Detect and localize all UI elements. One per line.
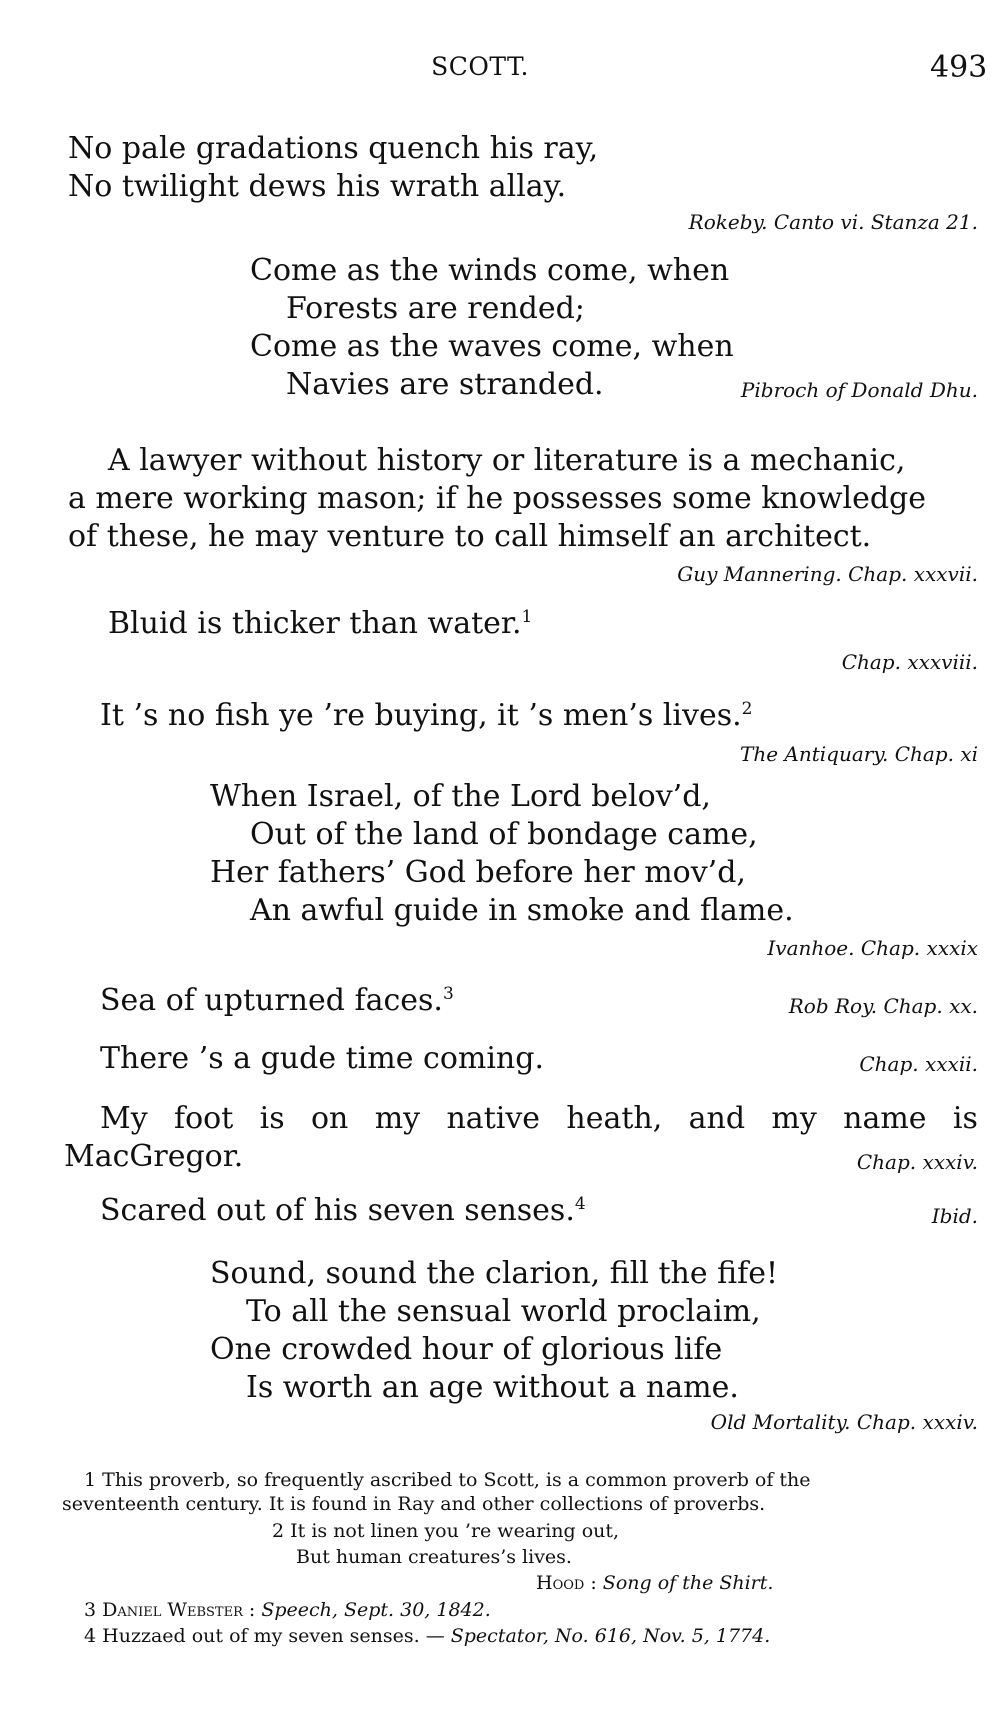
citation: Rokeby. Canto vi. Stanza 21. bbox=[688, 210, 978, 234]
citation: Pibroch of Donald Dhu. bbox=[740, 378, 978, 402]
footnote-number: 1 bbox=[84, 1469, 97, 1491]
verse-line: Navies are stranded. bbox=[286, 367, 604, 402]
footnote-source: Spectator, No. 616, Nov. 5, 1774. bbox=[450, 1625, 771, 1647]
word: native bbox=[446, 1101, 541, 1136]
prose-line bbox=[108, 605, 532, 642]
word: My bbox=[100, 1101, 148, 1136]
verse-line: One crowded hour of glorious life bbox=[210, 1332, 723, 1367]
verse-line: Sound, sound the clarion, fill the fife! bbox=[210, 1256, 779, 1291]
footnote-ref[interactable]: 4 bbox=[574, 1194, 586, 1214]
footnote-4 bbox=[84, 1624, 770, 1648]
prose-line bbox=[100, 697, 752, 734]
verse-line: Her fathers’ God before her mov’d, bbox=[210, 855, 746, 890]
footnote-text: This proverb, so frequently ascribed to Scott, is a common proverb of the bbox=[102, 1469, 811, 1491]
word: heath, bbox=[566, 1101, 663, 1136]
footnote-source: Speech, Sept. 30, 1842. bbox=[261, 1599, 491, 1621]
prose-line bbox=[100, 1192, 586, 1229]
running-title-text: SCOTT. bbox=[431, 52, 529, 81]
footnote-line: seventeenth century. It is found in Ray and other collections of proverbs. bbox=[62, 1493, 766, 1515]
verse-line: Out of the land of bondage came, bbox=[250, 817, 758, 852]
quote-text: Bluid is thicker than water. bbox=[108, 606, 522, 641]
prose-line-justified bbox=[100, 1100, 978, 1137]
word: is bbox=[259, 1101, 285, 1136]
quote-text: Scared out of his seven senses. bbox=[100, 1193, 575, 1228]
footnote-2 bbox=[272, 1519, 619, 1543]
word: name bbox=[843, 1101, 927, 1136]
citation: Ivanhoe. Chap. xxxix bbox=[767, 936, 978, 960]
verse-line: Forests are rended; bbox=[286, 291, 585, 326]
word: foot bbox=[174, 1101, 234, 1136]
footnote-attribution: Hood : Song of the Shirt. bbox=[536, 1572, 774, 1594]
word: my bbox=[374, 1101, 421, 1136]
prose-line: A lawyer without history or literature is a mechanic, bbox=[108, 443, 906, 478]
prose-line: of these, he may venture to call himself an architect. bbox=[68, 519, 872, 554]
quote-text: It ’s no fish ye ’re buying, it ’s men’s lives. bbox=[100, 698, 742, 733]
footnote-ref[interactable]: 3 bbox=[442, 984, 454, 1004]
prose-line: There ’s a gude time coming. bbox=[100, 1041, 544, 1076]
footnote-ref[interactable]: 1 bbox=[521, 607, 533, 627]
footnote-number: 2 bbox=[272, 1520, 285, 1542]
footnote-text: Huzzaed out of my seven senses. — bbox=[102, 1625, 445, 1647]
citation: Guy Mannering. Chap. xxxvii. bbox=[677, 562, 978, 586]
citation: Old Mortality. Chap. xxxiv. bbox=[710, 1410, 978, 1434]
verse-line: When Israel, of the Lord belov’d, bbox=[210, 779, 711, 814]
word: and bbox=[688, 1101, 746, 1136]
verse-line: No twilight dews his wrath allay. bbox=[68, 169, 567, 204]
verse-line: Come as the waves come, when bbox=[250, 329, 734, 364]
citation: Chap. xxxii. bbox=[859, 1052, 978, 1076]
footnote-text: It is not linen you ’re wearing out, bbox=[290, 1520, 620, 1542]
footnote-ref[interactable]: 2 bbox=[741, 699, 753, 719]
verse-line: Come as the winds come, when bbox=[250, 253, 730, 288]
quote-text: Sea of upturned faces. bbox=[100, 983, 443, 1018]
verse-line: No pale gradations quench his ray, bbox=[68, 131, 599, 166]
footnote-3: 3 Daniel Webster : Speech, Sept. 30, 1842. bbox=[84, 1599, 491, 1621]
running-title bbox=[0, 52, 1000, 81]
footnote-1 bbox=[84, 1468, 811, 1492]
citation: The Antiquary. Chap. xi bbox=[740, 742, 978, 766]
prose-line bbox=[100, 982, 454, 1019]
citation: Chap. xxxiv. bbox=[856, 1150, 978, 1174]
citation: Chap. xxxviii. bbox=[841, 650, 978, 674]
word: my bbox=[771, 1101, 817, 1136]
prose-line: MacGregor. bbox=[64, 1139, 244, 1174]
footnote-number: 3 bbox=[84, 1599, 97, 1621]
word: is bbox=[952, 1101, 978, 1136]
footnote-line: But human creatures’s lives. bbox=[296, 1546, 572, 1568]
citation: Rob Roy. Chap. xx. bbox=[788, 994, 978, 1018]
footnote-source: Song of the Shirt. bbox=[602, 1572, 774, 1594]
word: on bbox=[311, 1101, 349, 1136]
verse-line: An awful guide in smoke and flame. bbox=[250, 893, 794, 928]
verse-line: To all the sensual world proclaim, bbox=[246, 1294, 761, 1329]
footnote-number: 4 bbox=[84, 1625, 97, 1647]
citation: Ibid. bbox=[931, 1204, 978, 1228]
footnote-author: Daniel Webster bbox=[102, 1599, 243, 1621]
verse-line: Is worth an age without a name. bbox=[246, 1370, 739, 1405]
prose-line: a mere working mason; if he possesses some knowledge bbox=[68, 481, 927, 516]
page-number: 493 bbox=[930, 50, 988, 85]
footnote-author: Hood bbox=[536, 1572, 585, 1594]
